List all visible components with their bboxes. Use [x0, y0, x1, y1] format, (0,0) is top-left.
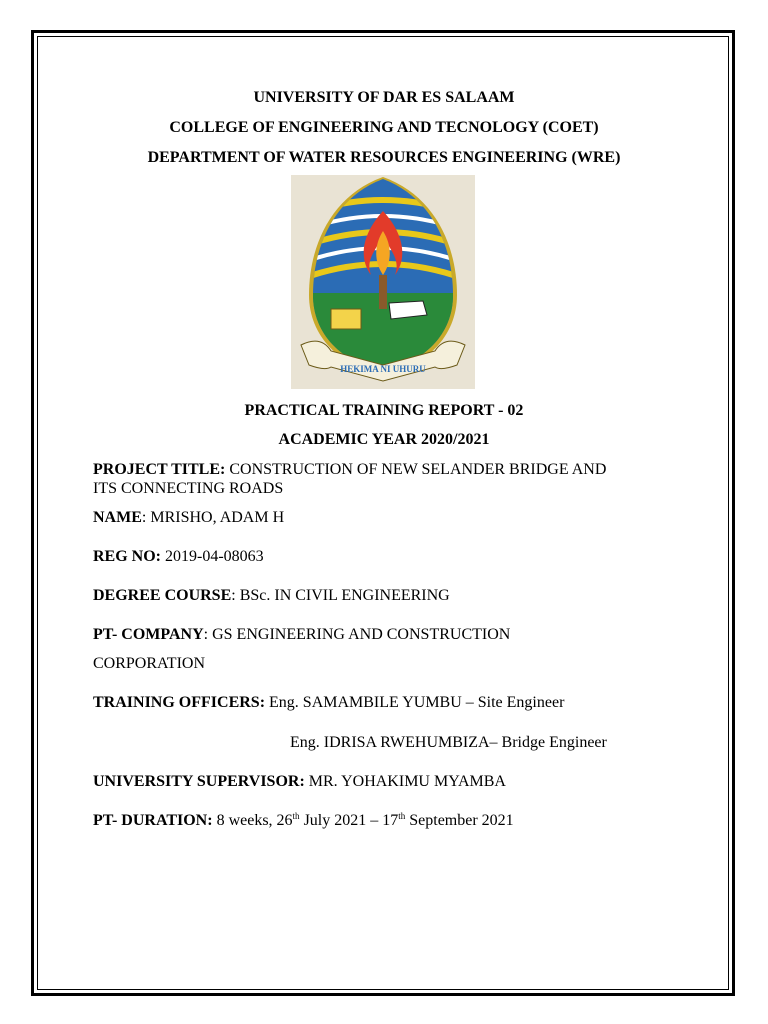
training-officers-row: [93, 693, 564, 712]
training-officers-label: TRAINING OFFICERS:: [93, 694, 266, 711]
university-crest-logo: [291, 175, 475, 389]
pt-company-label: PT- COMPANY: [93, 626, 204, 643]
logo-motto-text: HEKIMA NI UHURU: [340, 364, 426, 374]
training-officer-2: Eng. IDRISA RWEHUMBIZA– Bridge Engineer: [290, 734, 607, 751]
project-title-value-1: CONSTRUCTION OF NEW SELANDER BRIDGE AND: [229, 461, 607, 478]
name-value: : MRISHO, ADAM H: [141, 509, 285, 526]
academic-year: ACADEMIC YEAR 2020/2021: [278, 431, 490, 448]
college-name: COLLEGE OF ENGINEERING AND TECNOLOGY (COET): [169, 119, 599, 136]
pt-duration-end: September 2021: [405, 812, 514, 829]
project-title-line-1: [93, 460, 606, 479]
pt-duration-ordinal-2: th: [398, 811, 406, 821]
pt-company-value-2: CORPORATION: [93, 655, 206, 672]
pt-duration-value: [217, 812, 514, 829]
pt-duration-label: PT- DURATION:: [93, 812, 213, 829]
pt-duration-ordinal-1: th: [292, 811, 300, 821]
pt-company-row: [93, 625, 510, 644]
degree-course-row: [93, 586, 450, 605]
university-supervisor-row: [93, 772, 506, 791]
pt-duration-row: [93, 811, 514, 830]
student-name-row: [93, 508, 284, 527]
reg-no-label: REG NO:: [93, 548, 161, 565]
degree-course-label: DEGREE COURSE: [93, 587, 232, 604]
report-title: PRACTICAL TRAINING REPORT - 02: [244, 402, 524, 419]
reg-no-value: 2019-04-08063: [165, 548, 264, 565]
project-title-label: PROJECT TITLE:: [93, 461, 226, 478]
pt-company-row-2: [93, 654, 205, 673]
project-title-line-2: [93, 479, 283, 498]
university-supervisor-label: UNIVERSITY SUPERVISOR:: [93, 773, 305, 790]
name-label: NAME: [93, 509, 142, 526]
project-title-value-2: ITS CONNECTING ROADS: [93, 480, 284, 497]
reg-no-row: [93, 547, 264, 566]
university-name: UNIVERSITY OF DAR ES SALAAM: [253, 89, 515, 106]
training-officer-1: Eng. SAMAMBILE YUMBU – Site Engineer: [269, 694, 565, 711]
university-supervisor-value: MR. YOHAKIMU MYAMBA: [308, 773, 506, 790]
department-name: DEPARTMENT OF WATER RESOURCES ENGINEERING (WRE): [147, 149, 621, 166]
training-officer-2-row: [290, 733, 607, 752]
pt-company-value-1: : GS ENGINEERING AND CONSTRUCTION: [203, 626, 511, 643]
pt-duration-weeks: 8 weeks, 26: [216, 812, 293, 829]
degree-course-value: : BSc. IN CIVIL ENGINEERING: [231, 587, 450, 604]
pt-duration-start: July 2021 – 17: [299, 812, 399, 829]
